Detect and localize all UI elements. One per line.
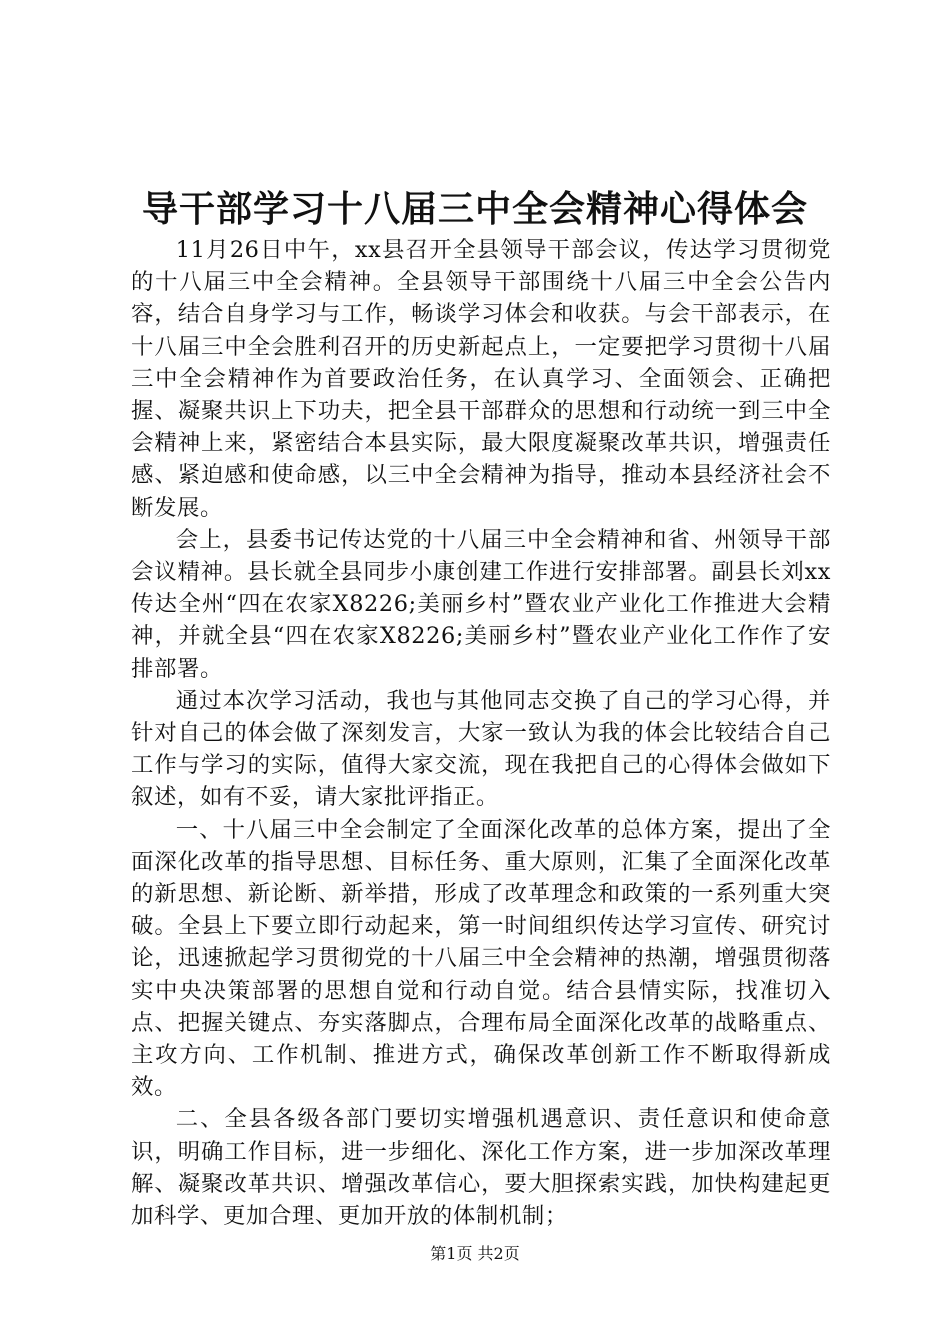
paragraph-4: 一、十八届三中全会制定了全面深化改革的总体方案，提出了全面深化改革的指导思想、目标任务、重大原则，汇集了全面深化改革的新思想、新论断、新举措，形成了改革理念和政策的一系列重大突破。全县上下要立即行动起来，第一时间组织传达学习宣传、研究讨论，迅速掀起学习贯彻党的十八届三中全会精神的热潮，增强贯彻落实中央决策部署的思想自觉和行动自觉。结合县情实际，找准切入点、把握关键点、夯实落脚点，合理布局全面深化改革的战略重点、主攻方向、工作机制、推进方式，确保改革创新工作不断取得新成效。 (131, 816, 831, 1101)
paragraph-2: 会上，县委书记传达党的十八届三中全会精神和省、州领导干部会议精神。县长就全县同步小康创建工作进行安排部署。副县长刘xx传达全州“四在农家X8226;美丽乡村”暨农业产业化工作推进大会精神，并就全县“四在农家X8226;美丽乡村”暨农业产业化工作作了安排部署。 (131, 526, 831, 682)
paragraph-1: 11月26日中午，xx县召开全县领导干部会议，传达学习贯彻党的十八届三中全会精神。全县领导干部围绕十八届三中全会公告内容，结合自身学习与工作，畅谈学习体会和收获。与会干部表示，在十八届三中全会胜利召开的历史新起点上，一定要把学习贯彻十八届三中全会精神作为首要政治任务，在认真学习、全面领会、正确把握、凝聚共识上下功夫，把全县干部群众的思想和行动统一到三中全会精神上来，紧密结合本县实际，最大限度凝聚改革共识，增强责任感、紧迫感和使命感，以三中全会精神为指导，推动本县经济社会不断发展。 (131, 237, 831, 521)
page-footer: 第1页 共2页 (430, 1244, 520, 1263)
paragraph-3: 通过本次学习活动，我也与其他同志交换了自己的学习心得，并针对自己的体会做了深刻发言，大家一致认为我的体会比较结合自己工作与学习的实际，值得大家交流，现在我把自己的心得体会做如下叙述，如有不妥，请大家批评指正。 (131, 687, 831, 811)
paragraph-5: 二、全县各级各部门要切实增强机遇意识、责任意识和使命意识，明确工作目标，进一步细化、深化工作方案，进一步加深改革理解、凝聚改革共识、增强改革信心，要大胆探索实践，加快构建起更加科学、更加合理、更加开放的体制机制； (131, 1106, 831, 1230)
document-body (131, 234, 831, 1232)
document-title: 导干部学习十八届三中全会精神心得体会 (141, 188, 808, 230)
